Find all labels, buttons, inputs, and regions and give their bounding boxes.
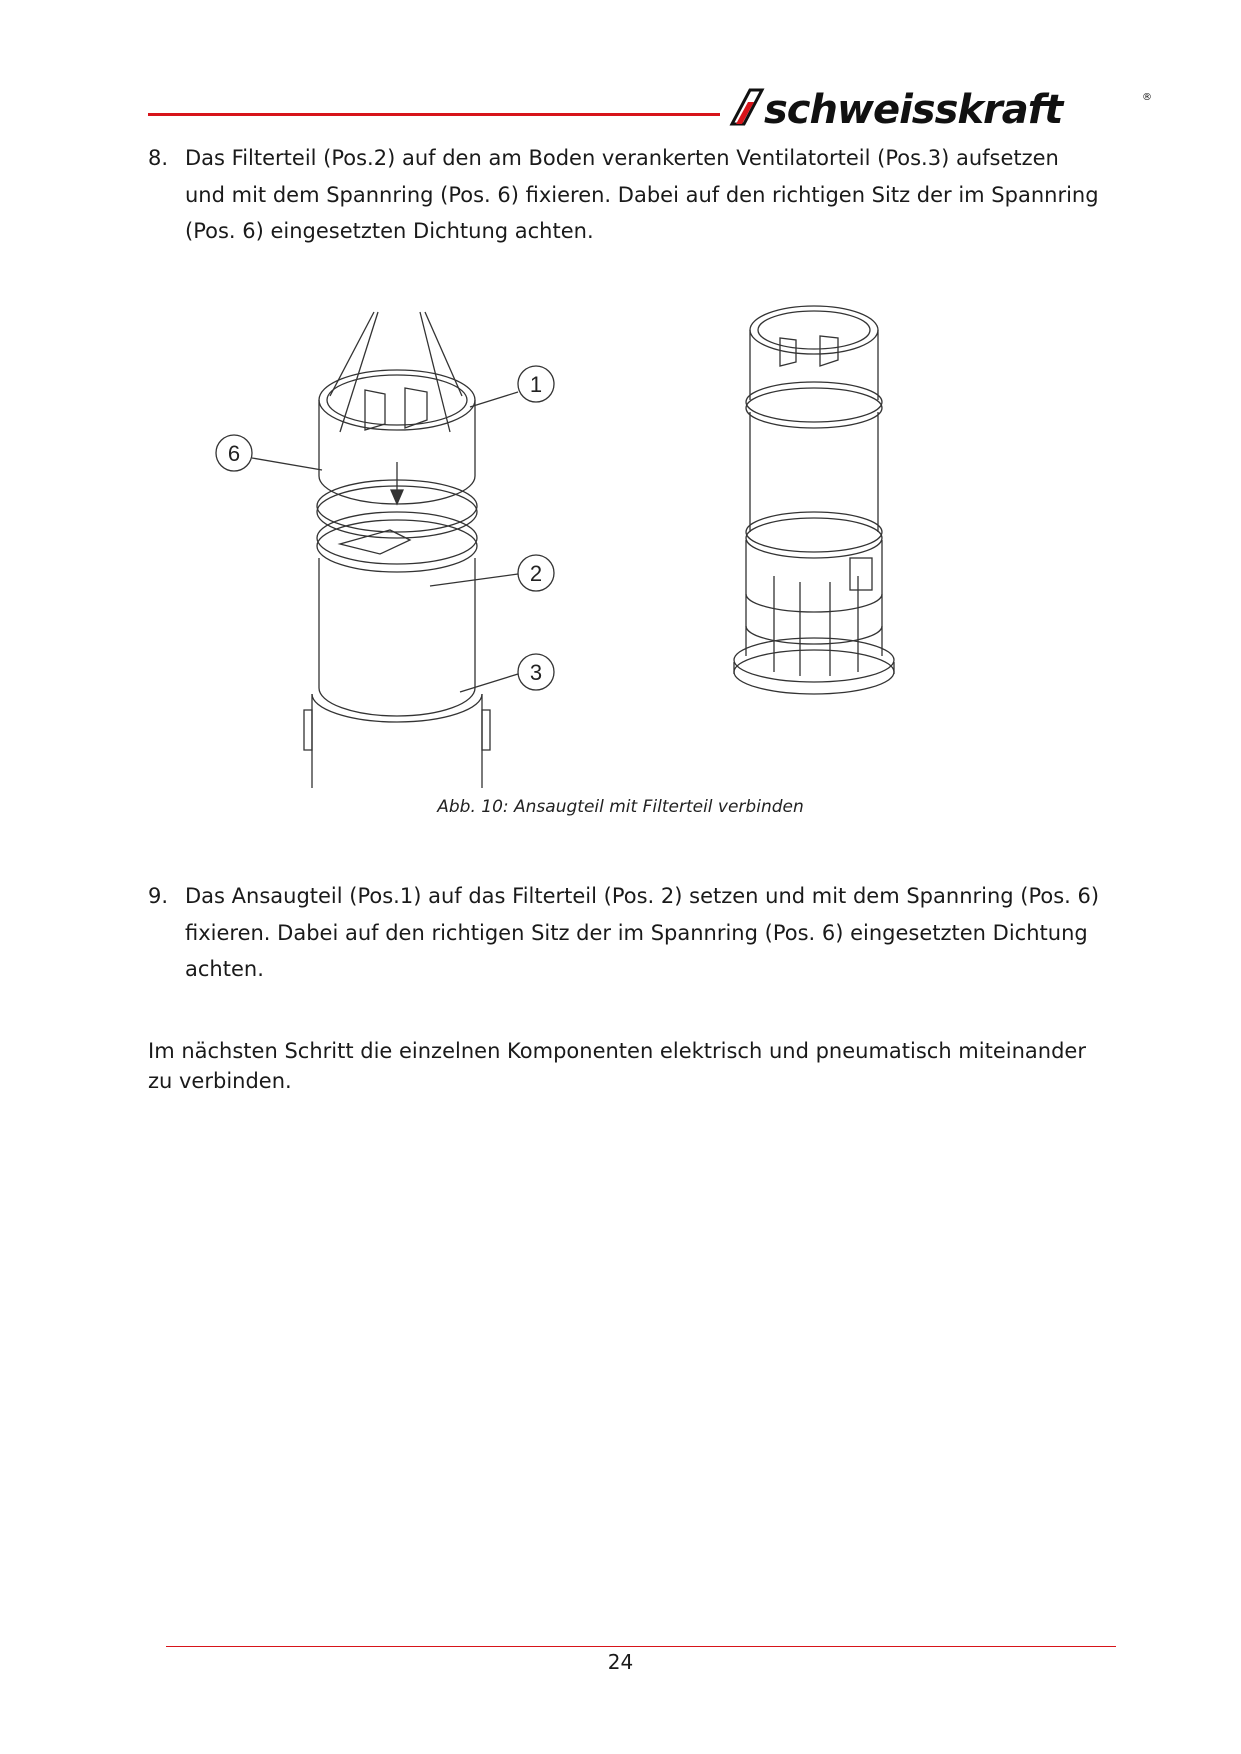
page-number: 24 (607, 1650, 634, 1674)
callout-6: 6 (227, 441, 241, 466)
step-text: Das Ansaugteil (Pos.1) auf das Filterteil (Pos. 2) setzen und mit dem Spannring (Pos. 6) fixieren. Dabei auf den richtigen Sitz der im Spannring (Pos. 6) eingesetzten Dichtung achten. (185, 884, 1100, 981)
closing-paragraph: Im nächsten Schritt die einzelnen Komponenten elektrisch und pneumatisch miteinander zu verbinden. (148, 1039, 1086, 1093)
registered-mark: ® (1142, 92, 1152, 103)
callout-1: 1 (529, 372, 543, 397)
assembly-drawing (200, 300, 1000, 788)
brand-logo (728, 86, 1158, 134)
figure-caption: Abb. 10: Ansaugteil mit Filterteil verbinden (437, 797, 804, 817)
logo-mark-icon (728, 86, 768, 134)
step-number: 9. (148, 884, 169, 908)
header-rule (148, 113, 720, 116)
step-number: 8. (148, 146, 169, 170)
brand-name: schweisskraft (764, 87, 1063, 133)
callout-3: 3 (529, 660, 543, 685)
assembly-figure (200, 300, 1000, 788)
step-text: Das Filterteil (Pos.2) auf den am Boden verankerten Ventilatorteil (Pos.3) aufsetzen und mit dem Spannring (Pos. 6) fixieren. Dabei auf den richtigen Sitz der im Spannring (Pos. 6) eingesetzten Dichtung achten. (185, 146, 1099, 243)
callout-2: 2 (529, 561, 543, 586)
